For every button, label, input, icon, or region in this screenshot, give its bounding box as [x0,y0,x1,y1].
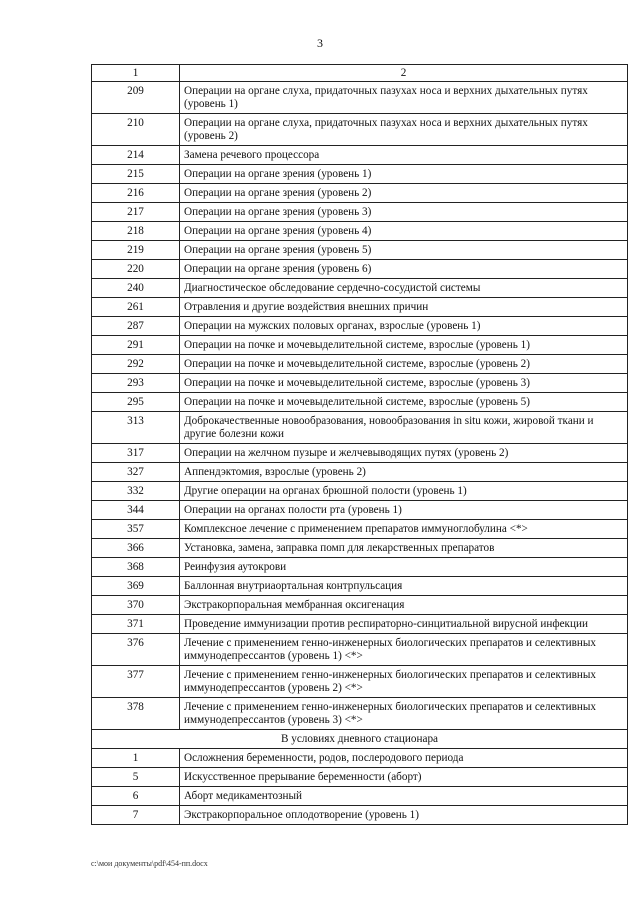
row-description: Операции на мужских половых органах, взрослые (уровень 1) [180,317,628,336]
table-row [92,412,628,444]
row-code: 368 [92,558,180,577]
row-description: Лечение с применением генно-инженерных биологических препаратов и селективных иммунодепрессантов (уровень 3) <*> [180,698,628,730]
table-row [92,241,628,260]
table-row [92,698,628,730]
row-description: Экстракорпоральная мембранная оксигенация [180,596,628,615]
row-description: Операции на почке и мочевыделительной системе, взрослые (уровень 3) [180,374,628,393]
procedures-table-body [92,65,628,825]
table-row [92,666,628,698]
table-header-row [92,65,628,82]
table-row [92,298,628,317]
row-code: 218 [92,222,180,241]
row-description: Отравления и другие воздействия внешних причин [180,298,628,317]
row-description: Замена речевого процессора [180,146,628,165]
table-row [92,501,628,520]
table-row [92,82,628,114]
table-row [92,146,628,165]
row-code: 377 [92,666,180,698]
row-description: Операции на органах полости рта (уровень 1) [180,501,628,520]
row-code: 313 [92,412,180,444]
row-description: Операции на органе зрения (уровень 6) [180,260,628,279]
table-row [92,165,628,184]
row-description: Диагностическое обследование сердечно-сосудистой системы [180,279,628,298]
table-row [92,520,628,539]
row-description: Операции на органе зрения (уровень 2) [180,184,628,203]
row-code: 6 [92,787,180,806]
row-code: 317 [92,444,180,463]
table-row [92,577,628,596]
table-row [92,279,628,298]
row-code: 5 [92,768,180,787]
row-description: Лечение с применением генно-инженерных биологических препаратов и селективных иммунодепрессантов (уровень 1) <*> [180,634,628,666]
page-number: 3 [317,36,323,50]
row-code: 327 [92,463,180,482]
row-description: Баллонная внутриаортальная контрпульсация [180,577,628,596]
row-description: Комплексное лечение с применением препаратов иммуноглобулина <*> [180,520,628,539]
section-header-row [92,730,628,749]
column-header-description: 2 [180,65,628,82]
row-description: Другие операции на органах брюшной полости (уровень 1) [180,482,628,501]
row-code: 215 [92,165,180,184]
section-title: В условиях дневного стационара [92,730,628,749]
row-description: Операции на органе зрения (уровень 4) [180,222,628,241]
row-code: 291 [92,336,180,355]
table-row [92,336,628,355]
row-description: Проведение иммунизации против респираторно-синцитиальной вирусной инфекции [180,615,628,634]
row-code: 209 [92,82,180,114]
table-row [92,317,628,336]
table-row [92,596,628,615]
table-row [92,444,628,463]
row-code: 370 [92,596,180,615]
row-code: 1 [92,749,180,768]
row-code: 376 [92,634,180,666]
row-code: 7 [92,806,180,825]
row-description: Аппендэктомия, взрослые (уровень 2) [180,463,628,482]
row-description: Операции на желчном пузыре и желчевыводящих путях (уровень 2) [180,444,628,463]
table-row [92,482,628,501]
table-row [92,114,628,146]
row-code: 216 [92,184,180,203]
row-code: 366 [92,539,180,558]
table-row [92,806,628,825]
row-code: 292 [92,355,180,374]
row-description: Осложнения беременности, родов, послеродового периода [180,749,628,768]
procedures-table [91,64,628,825]
table-row [92,463,628,482]
row-code: 371 [92,615,180,634]
table-row [92,558,628,577]
row-code: 295 [92,393,180,412]
table-row [92,749,628,768]
row-code: 369 [92,577,180,596]
row-description: Искусственное прерывание беременности (аборт) [180,768,628,787]
table-row [92,768,628,787]
row-description: Лечение с применением генно-инженерных биологических препаратов и селективных иммунодепрессантов (уровень 2) <*> [180,666,628,698]
table-row [92,222,628,241]
row-code: 261 [92,298,180,317]
column-header-code: 1 [92,65,180,82]
table-row [92,355,628,374]
table-row [92,203,628,222]
row-description: Операции на почке и мочевыделительной системе, взрослые (уровень 1) [180,336,628,355]
row-code: 293 [92,374,180,393]
table-row [92,260,628,279]
row-description: Реинфузия аутокрови [180,558,628,577]
table-row [92,393,628,412]
row-description: Экстракорпоральное оплодотворение (уровень 1) [180,806,628,825]
table-row [92,374,628,393]
footer-file-path: c:\мои документы\pdf\454-пп.docx [91,859,208,868]
table-row [92,634,628,666]
row-code: 214 [92,146,180,165]
table-row [92,184,628,203]
row-code: 240 [92,279,180,298]
row-description: Операции на органе слуха, придаточных пазухах носа и верхних дыхательных путях (уровень 1) [180,82,628,114]
row-description: Установка, замена, заправка помп для лекарственных препаратов [180,539,628,558]
row-code: 220 [92,260,180,279]
table-row [92,787,628,806]
row-description: Операции на органе зрения (уровень 3) [180,203,628,222]
row-description: Аборт медикаментозный [180,787,628,806]
row-code: 219 [92,241,180,260]
row-code: 378 [92,698,180,730]
row-description: Операции на почке и мочевыделительной системе, взрослые (уровень 2) [180,355,628,374]
row-description: Операции на органе зрения (уровень 5) [180,241,628,260]
row-description: Операции на органе зрения (уровень 1) [180,165,628,184]
row-code: 344 [92,501,180,520]
table-row [92,615,628,634]
row-code: 217 [92,203,180,222]
row-code: 357 [92,520,180,539]
table-row [92,539,628,558]
row-code: 210 [92,114,180,146]
row-code: 287 [92,317,180,336]
row-description: Доброкачественные новообразования, новообразования in situ кожи, жировой ткани и другие болезни кожи [180,412,628,444]
row-description: Операции на органе слуха, придаточных пазухах носа и верхних дыхательных путях (уровень 2) [180,114,628,146]
row-description: Операции на почке и мочевыделительной системе, взрослые (уровень 5) [180,393,628,412]
row-code: 332 [92,482,180,501]
